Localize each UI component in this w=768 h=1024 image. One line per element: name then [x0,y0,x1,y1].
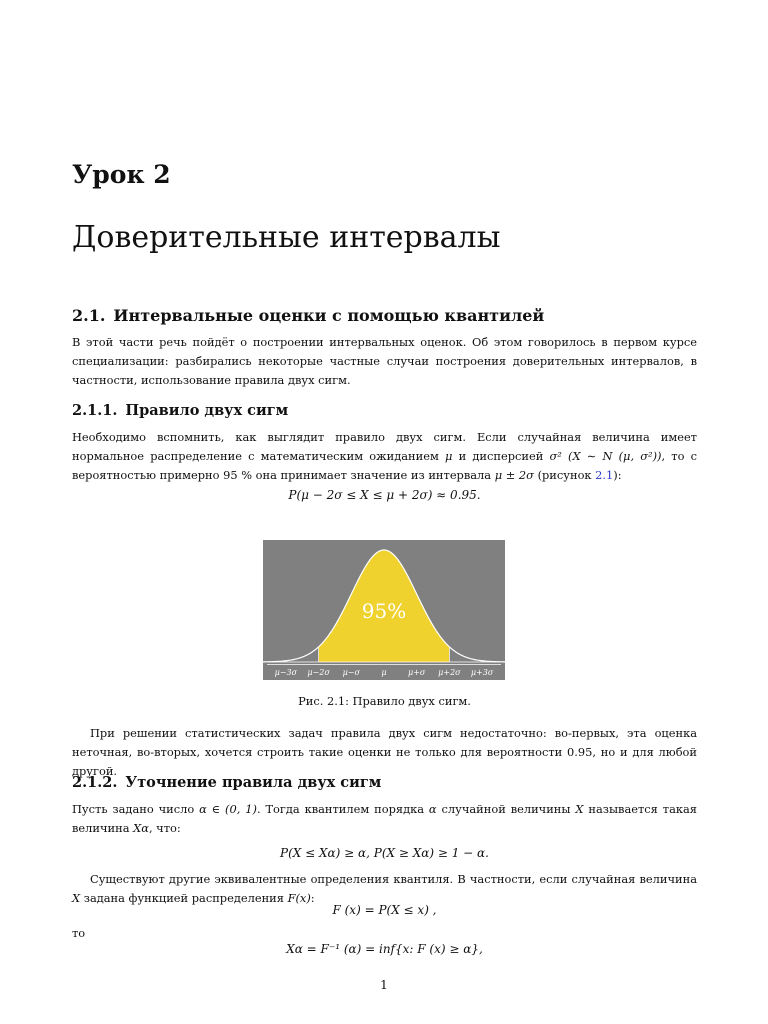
section-number: 2.1.1. [72,402,118,419]
text-run: , что: [148,821,181,835]
math-interval: μ ± 2σ [494,468,534,482]
figure-caption: Рис. 2.1: Правило двух сигм. [298,694,471,708]
section-heading-2-1 [72,306,544,325]
equation-quantile-inverse: Xα = F⁻¹ (α) = inf{x: F (x) ≥ α}, [286,942,483,956]
section-heading-2-1-2 [72,774,381,791]
math-mu: μ [445,449,453,463]
text-run: : [310,891,315,905]
text-run: случайной величины [441,802,571,816]
math-alpha: α [428,802,437,816]
figure-reference-link[interactable]: 2.1 [595,468,614,482]
equation-two-sigma: P(μ − 2σ ≤ X ≤ μ + 2σ) ≈ 0.95. [288,488,481,502]
math-X-alpha: Xα [133,821,149,835]
x-tick-label: μ+σ [408,668,426,677]
section-number: 2.1. [72,306,106,325]
two-sigma-paragraph [72,428,697,485]
section-title: Правило двух сигм [125,402,289,419]
section-heading-2-1-1 [72,402,288,419]
text-run: и дисперсией [458,449,544,463]
text-run: задана функцией распределения [83,891,284,905]
normal-distribution-figure [263,540,505,680]
normal-curve-chart [263,540,505,680]
text-run: Существуют другие эквивалентные определения квантиля. В частности, если случайная величина [90,872,697,886]
text-run: Необходимо вспомнить, как выглядит правило двух сигм. Если случайная величина имеет нормальное распределение с математическим ожиданием [72,430,697,463]
lesson-title: Урок 2 [72,160,171,189]
intro-paragraph: В этой части речь пойдёт о построении интервальных оценок. Об этом говорилось в первом курсе специализации: разбирались некоторые частные случаи построения доверительных интервалов, в частности, использование правила двух сигм. [72,335,697,387]
math-F-x: F(x) [287,891,311,905]
math-X: X [72,891,81,905]
text-run: , то с вероятностью примерно 95 % она принимает значение из интервала [72,449,698,482]
text-run: ): [613,468,622,482]
chapter-title: Доверительные интервалы [72,220,501,255]
text-run: называется такая величина [72,802,697,835]
x-tick-label: μ−σ [342,668,360,677]
page-number: 1 [380,978,388,992]
x-tick-label: μ+2σ [438,668,461,677]
quantile-definition-paragraph [72,800,697,838]
x-tick-label: μ+3σ [470,668,494,677]
math-distribution: (X ∼ N (μ, σ²)) [568,449,662,463]
text-run: Пусть задано число [72,802,195,816]
text-run: . Тогда квантилем порядка [256,802,424,816]
section-number: 2.1.2. [72,774,118,791]
text-run: (рисунок [537,468,592,482]
conjunction-text: то [72,926,86,940]
math-alpha-range: α ∈ (0, 1) [199,802,257,816]
x-tick-label: μ−3σ [274,668,298,677]
x-tick-label: μ [381,668,387,677]
section-title: Интервальные оценки с помощью квантилей [113,306,545,325]
percent-label: 95% [361,599,407,623]
math-sigma-squared: σ² [549,449,562,463]
section-title: Уточнение правила двух сигм [125,774,382,791]
equation-quantile: P(X ≤ Xα) ≥ α, P(X ≥ Xα) ≥ 1 − α. [280,846,489,860]
limitations-paragraph: При решении статистических задач правила двух сигм недостаточно: во-первых, эта оценка неточная, во-вторых, хочется строить такие оценки не только для вероятности 0.95, но и для любой другой. [72,726,697,778]
x-tick-label: μ−2σ [307,668,330,677]
equation-cdf: F (x) = P(X ≤ x) , [332,903,437,917]
math-X: X [575,802,584,816]
